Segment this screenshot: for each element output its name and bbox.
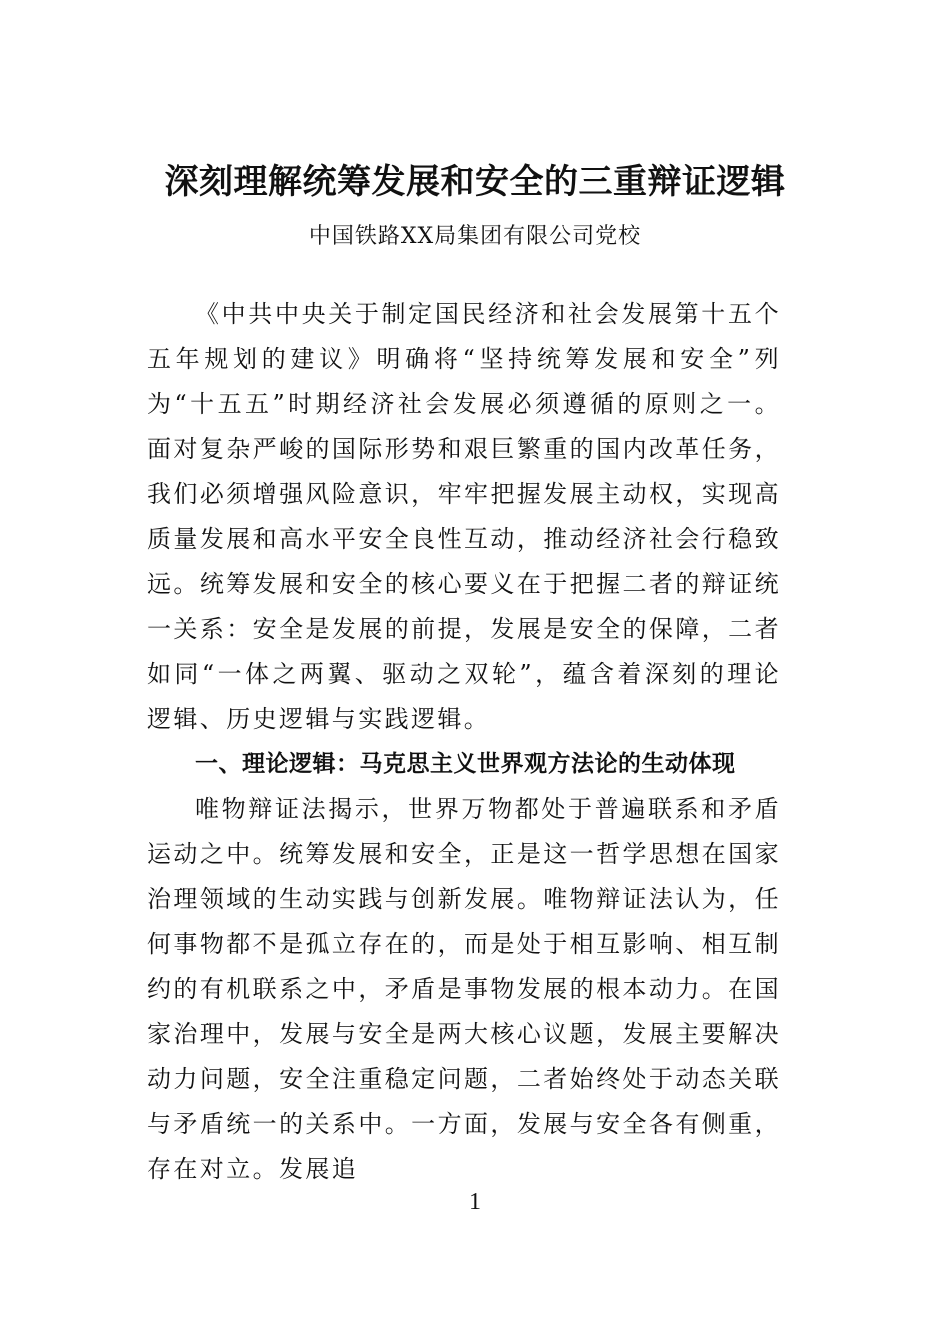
section-heading: 一、理论逻辑：马克思主义世界观方法论的生动体现 <box>195 751 736 777</box>
page-number: 1 <box>469 1189 481 1215</box>
document-title: 深刻理解统筹发展和安全的三重辩证逻辑 <box>164 162 786 202</box>
section-paragraph: 唯物辩证法揭示，世界万物都处于普遍联系和矛盾运动之中。统筹发展和安全，正是这一哲学思想在国家治理领域的生动实践与创新发展。唯物辩证法认为，任何事物都不是孤立存在的，而是处于相互影响、相互制约的有机联系之中，矛盾是事物发展的根本动力。在国家治理中，发展与安全是两大核心议题，发展主要解决动力问题，安全注重稳定问题，二者始终处于动态关联与矛盾统一的关系中。一方面，发展与安全各有侧重，存在对立。发展追 <box>147 795 781 1183</box>
document-body <box>147 292 781 1192</box>
document-author: 中国铁路XX局集团有限公司党校 <box>308 224 642 249</box>
intro-paragraph: 《中共中央关于制定国民经济和社会发展第十五个五年规划的建议》明确将“坚持统筹发展和安全”列为“十五五”时期经济社会发展必须遵循的原则之一。面对复杂严峻的国际形势和艰巨繁重的国内改革任务，我们必须增强风险意识，牢牢把握发展主动权，实现高质量发展和高水平安全良性互动，推动经济社会行稳致远。统筹发展和安全的核心要义在于把握二者的辩证统一关系：安全是发展的前提，发展是安全的保障，二者如同“一体之两翼、驱动之双轮”，蕴含着深刻的理论逻辑、历史逻辑与实践逻辑。 <box>147 300 781 733</box>
